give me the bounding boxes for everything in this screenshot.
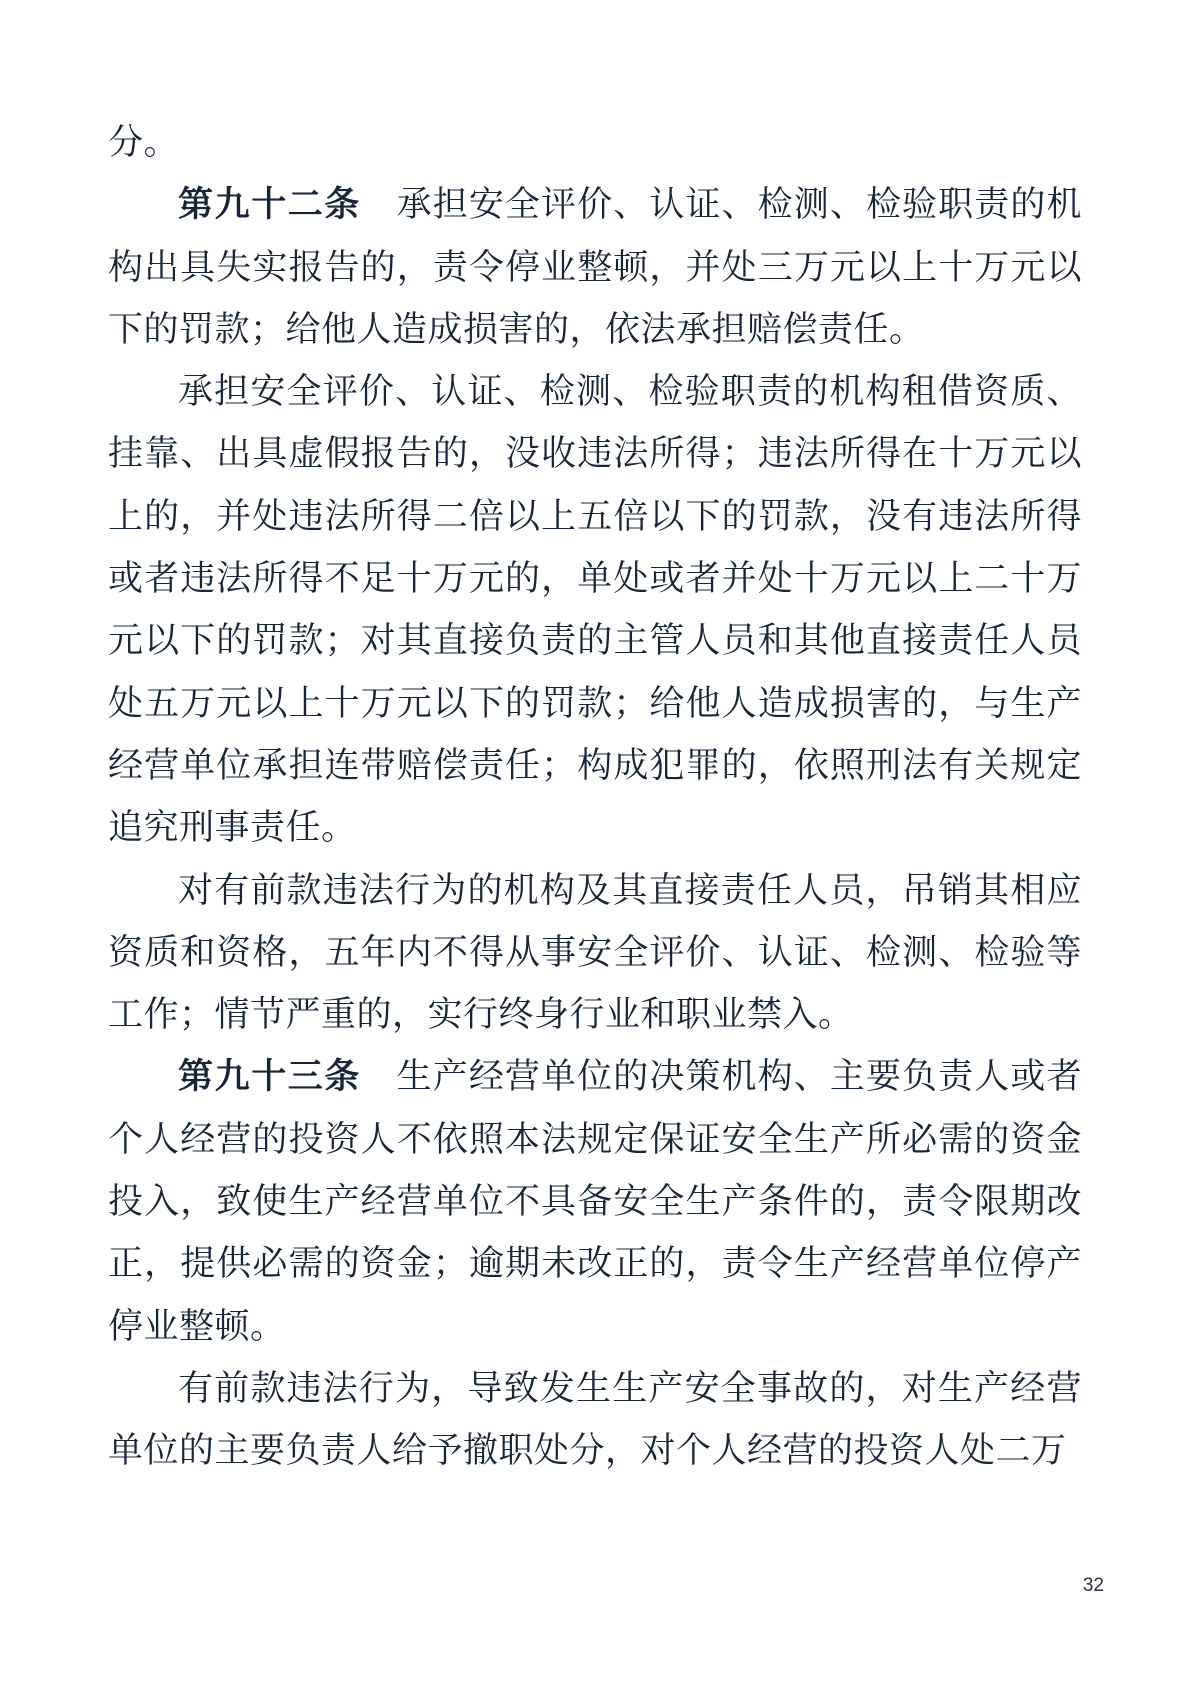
paragraph-text: 生产经营单位的决策机构、主要负责人或者个人经营的投资人不依照本法规定保证安全生产所必需的资金投入，致使生产经营单位不具备安全生产条件的，责令限期改正，提供必需的资金；逾期未改正的，责令生产经营单位停产停业整顿。 [108,1057,1082,1347]
paragraph [108,361,1082,859]
document-body [108,112,1082,1483]
paragraph-text: 承担安全评价、认证、检测、检验职责的机构租借资质、挂靠、出具虚假报告的，没收违法所得；违法所得在十万元以上的，并处违法所得二倍以上五倍以下的罚款，没有违法所得或者违法所得不足十万元的，单处或者并处十万元以上二十万元以下的罚款；对其直接负责的主管人员和其他直接责任人员处五万元以上十万元以下的罚款；给他人造成损害的，与生产经营单位承担连带赔偿责任；构成犯罪的，依照刑法有关规定追究刑事责任。 [108,372,1082,849]
paragraph [108,112,1082,174]
article-label: 第九十三条 [178,1056,362,1098]
article-label: 第九十二条 [178,184,362,226]
paragraph [108,860,1082,1047]
paragraph [108,174,1082,361]
paragraph-text: 对有前款违法行为的机构及其直接责任人员，吊销其相应资质和资格，五年内不得从事安全评价、认证、检测、检验等工作；情节严重的，实行终身行业和职业禁入。 [108,870,1082,1036]
page-number: 32 [1082,1575,1104,1596]
paragraph [108,1358,1082,1483]
paragraph-text: 承担安全评价、认证、检测、检验职责的机构出具失实报告的，责令停业整顿，并处三万元以上十万元以下的罚款；给他人造成损害的，依法承担赔偿责任。 [108,185,1082,350]
paragraph-text: 有前款违法行为，导致发生生产安全事故的，对生产经营单位的主要负责人给予撤职处分，对个人经营的投资人处二万 [108,1368,1082,1472]
paragraph-text: 分。 [108,123,180,163]
paragraph [108,1046,1082,1357]
